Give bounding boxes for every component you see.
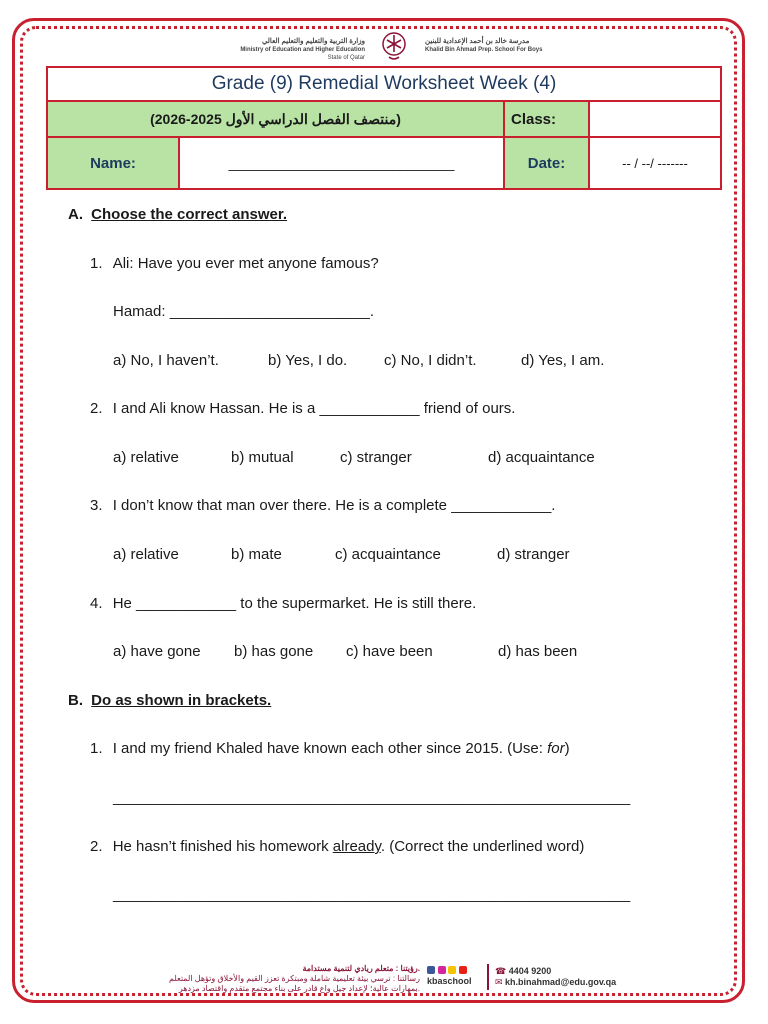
- email-address[interactable]: kh.binahmad@edu.gov.qa: [505, 977, 617, 987]
- option-b[interactable]: b) mate: [231, 546, 282, 563]
- name-label-cell: [47, 137, 179, 189]
- section-b-heading: [68, 692, 271, 709]
- question-text: He ____________ to the supermarket. He is still there.: [112, 595, 477, 612]
- social-icons: [427, 966, 482, 976]
- section-a-title: Choose the correct answer.: [91, 206, 288, 223]
- date-label-cell: [504, 137, 589, 189]
- date-field[interactable]: [589, 137, 721, 189]
- ministry-block: [220, 38, 365, 62]
- question-b1: [90, 740, 570, 757]
- option-c[interactable]: c) have been: [346, 643, 433, 660]
- question-number: 2.: [90, 838, 103, 855]
- ministry-en: Ministry of Education and Higher Education: [240, 47, 365, 53]
- qatar-emblem-icon: [375, 30, 413, 62]
- worksheet-title-text: Grade (9) Remedial Worksheet Week (4): [211, 73, 557, 94]
- name-label: Name:: [90, 154, 136, 172]
- option-c[interactable]: c) No, I didn’t.: [384, 352, 477, 369]
- date-value: -- / --/ -------: [622, 155, 688, 171]
- option-a[interactable]: a) relative: [113, 546, 179, 563]
- question-text: I and my friend Khaled have known each other since 2015. (Use:: [112, 740, 548, 757]
- question-b2: [90, 838, 584, 855]
- option-a[interactable]: a) relative: [113, 449, 179, 466]
- section-a-letter: A.: [68, 206, 83, 223]
- option-c[interactable]: c) stranger: [340, 449, 412, 466]
- question-number: 1.: [90, 255, 103, 272]
- name-line: _____________________________: [228, 155, 455, 171]
- facebook-icon[interactable]: [427, 966, 435, 974]
- state-label: State of Qatar: [327, 55, 365, 61]
- email-row: [495, 977, 616, 988]
- question-number: 1.: [90, 740, 103, 757]
- option-b[interactable]: b) Yes, I do.: [268, 352, 348, 369]
- option-b[interactable]: b) mutual: [231, 449, 294, 466]
- instagram-icon[interactable]: [438, 966, 446, 974]
- question-instruction: . (Correct the underlined word): [380, 838, 585, 855]
- contact-block: [495, 966, 616, 988]
- email-icon: ✉: [495, 977, 506, 987]
- social-block: [427, 966, 482, 986]
- school-block: [425, 38, 585, 54]
- phone-number: 4404 9200: [508, 966, 552, 976]
- question-number: 3.: [90, 497, 103, 514]
- mission-text: رسالتنا : ترسي بيئة تعليمية شاملة ومبتكرة تعزز القيم والأخلاق وتؤهل المتعلم: [169, 974, 420, 983]
- phone-row: [495, 966, 616, 977]
- option-c[interactable]: c) acquaintance: [335, 546, 441, 563]
- question-number: 2.: [90, 400, 103, 417]
- question-number: 4.: [90, 595, 103, 612]
- section-b-letter: B.: [68, 692, 83, 709]
- question-text: I don’t know that man over there. He is a complete ____________.: [112, 497, 556, 514]
- question-hint-close: ): [564, 740, 570, 757]
- option-d[interactable]: d) Yes, I am.: [521, 352, 605, 369]
- option-b[interactable]: b) has gone: [234, 643, 314, 660]
- underlined-word: already: [332, 838, 381, 855]
- mission-text-2: بمهارات عالية؛ لإعداد جيل واع قادر على بناء مجتمع متقدم واقتصاد مزدهر.: [178, 984, 420, 993]
- question-a1: [90, 255, 379, 272]
- option-d[interactable]: d) acquaintance: [488, 449, 595, 466]
- vision-text: رؤيتنا : متعلم ريادي لتنمية مستدامة.: [302, 964, 420, 973]
- answer-line-b2[interactable]: ______________________________________________________________: [113, 886, 631, 903]
- class-label-cell: [504, 101, 589, 137]
- option-d[interactable]: d) stranger: [497, 546, 570, 563]
- question-text: I and Ali know Hassan. He is a ____________ friend of ours.: [112, 400, 516, 417]
- question-text: Ali: Have you ever met anyone famous?: [112, 255, 379, 272]
- youtube-icon[interactable]: [459, 966, 467, 974]
- option-d[interactable]: d) has been: [498, 643, 578, 660]
- page-header: [220, 30, 580, 62]
- question-text: He hasn’t finished his homework: [112, 838, 333, 855]
- school-statements: [135, 964, 420, 994]
- option-a[interactable]: a) have gone: [113, 643, 201, 660]
- question-hint: for: [547, 740, 565, 757]
- question-a2: [90, 400, 515, 417]
- option-a[interactable]: a) No, I haven’t.: [113, 352, 219, 369]
- ministry-ar: وزارة التربية والتعليم والتعليم العالي: [261, 38, 365, 45]
- question-a3: [90, 497, 555, 514]
- phone-icon: ☎: [495, 966, 509, 976]
- section-a-heading: [68, 206, 287, 223]
- question-a4: [90, 595, 476, 612]
- term-text: (منتصف الفصل الدراسي الأول 2025-2026): [150, 110, 401, 127]
- date-label: Date:: [527, 154, 566, 172]
- section-b-title: Do as shown in brackets.: [91, 692, 272, 709]
- answer-line-b1[interactable]: ______________________________________________________________: [113, 789, 631, 806]
- footer-divider: [487, 964, 489, 990]
- name-field[interactable]: [179, 137, 504, 189]
- brand-handle: kbaschool: [427, 976, 472, 986]
- info-table: [46, 66, 722, 190]
- worksheet-title: [47, 67, 721, 101]
- school-en: Khalid Bin Ahmad Prep. School For Boys: [425, 47, 543, 53]
- snapchat-icon[interactable]: [448, 966, 456, 974]
- page-footer: [135, 962, 635, 998]
- class-value-cell[interactable]: [589, 101, 721, 137]
- question-a1-response-line: Hamad: ________________________.: [113, 303, 375, 320]
- class-label: Class:: [511, 110, 557, 128]
- school-ar: مدرسة خالد بن أحمد الإعدادية للبنين: [425, 38, 530, 45]
- term-cell: [47, 101, 504, 137]
